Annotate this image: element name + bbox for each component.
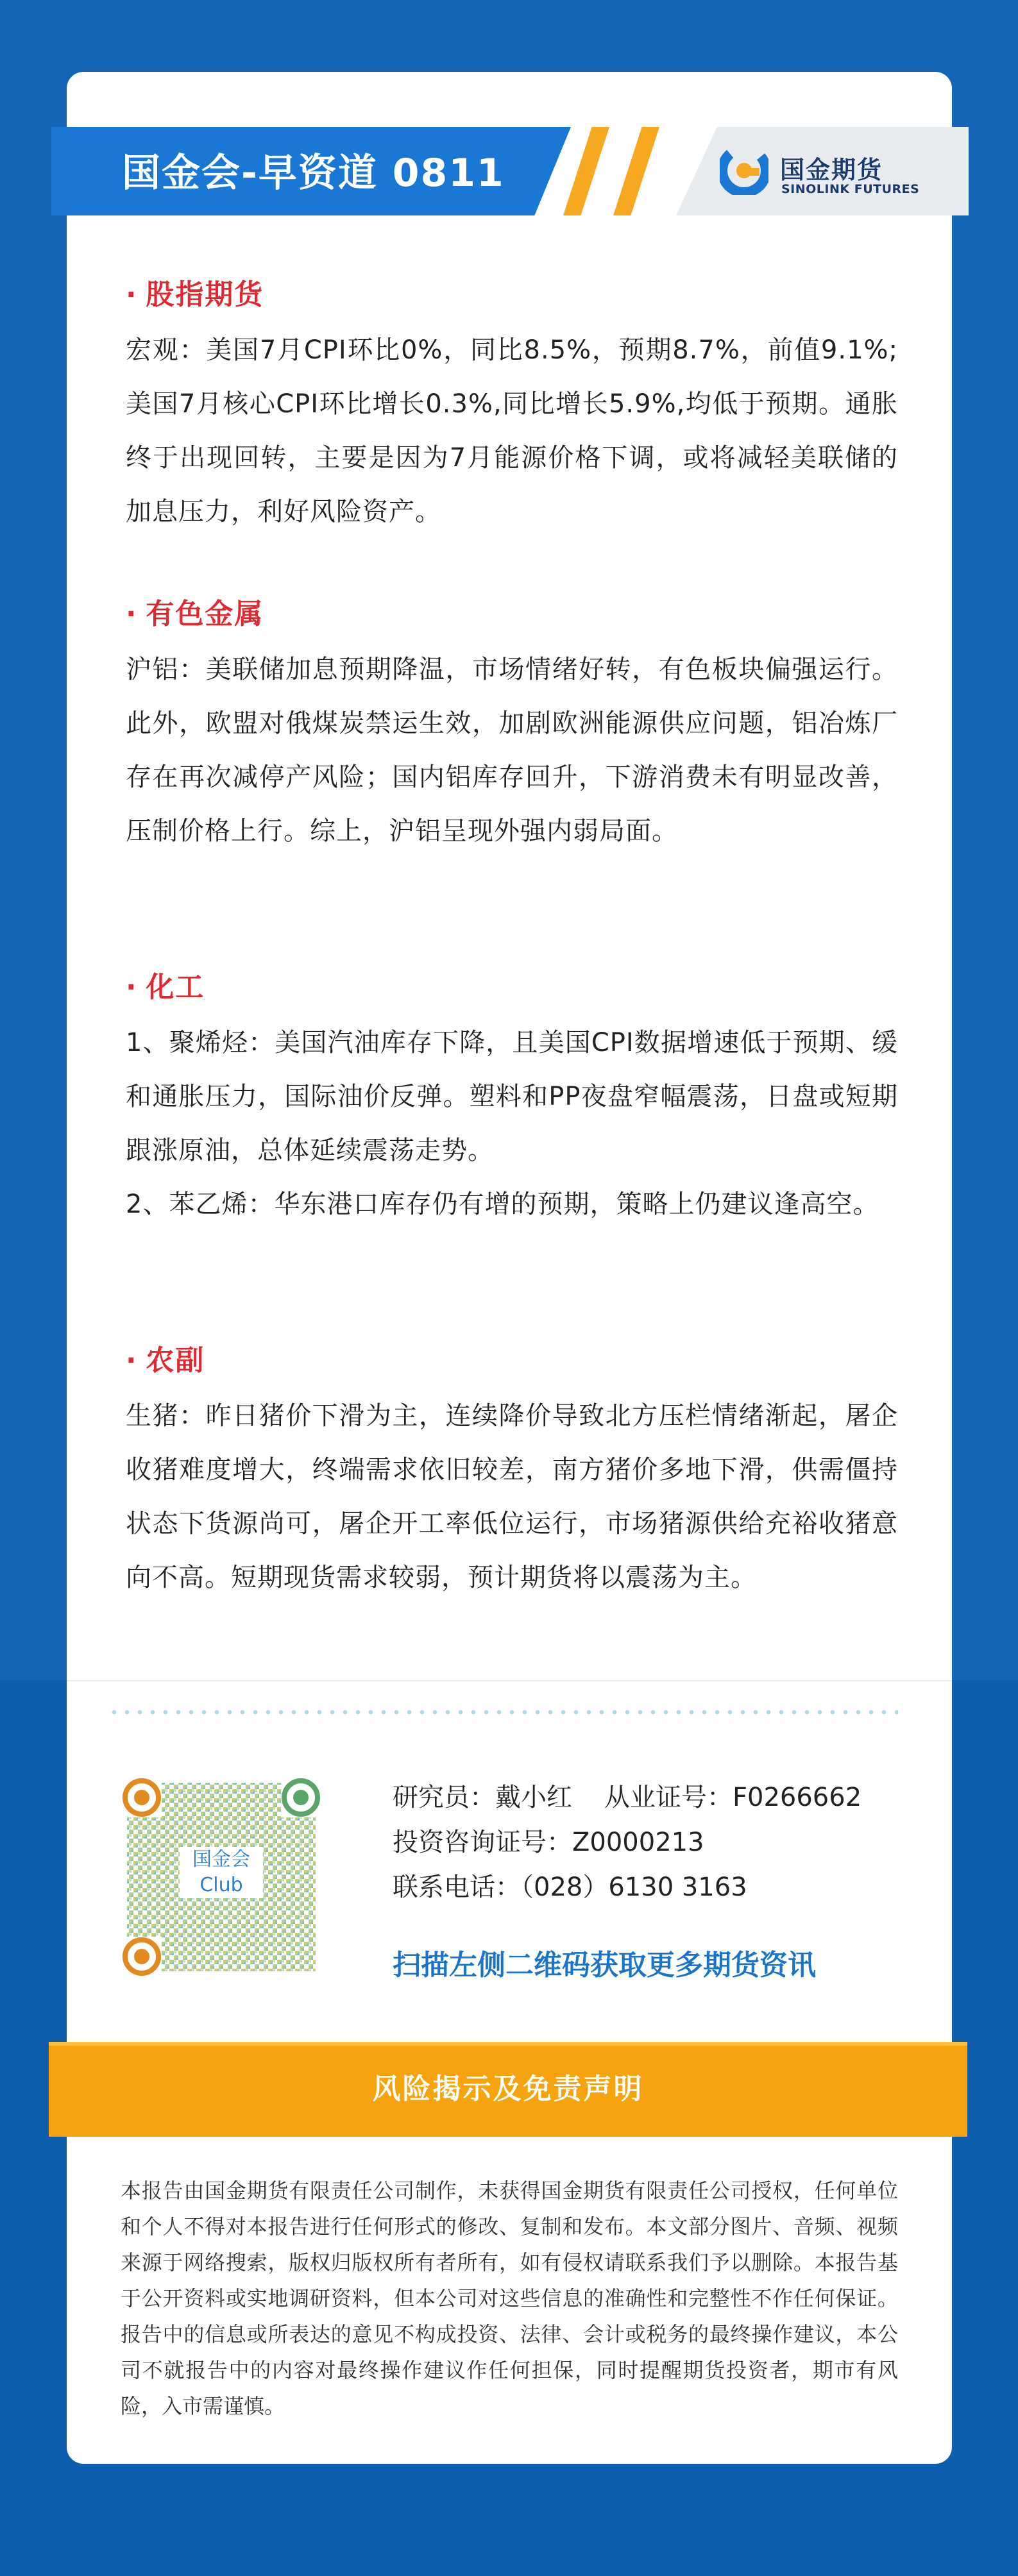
section-title: · 股指期货	[126, 278, 264, 311]
section-title: · 化工	[126, 971, 205, 1004]
card-divider	[67, 1680, 952, 1681]
researcher-line: 研究员：戴小红 从业证号：F0266662	[393, 1783, 862, 1812]
qr-center-label: 国金会 Club	[180, 1847, 263, 1898]
advisory-license-line: 投资咨询证号：Z0000213	[393, 1828, 704, 1857]
risk-banner-title: 风险揭示及免责声明	[372, 2073, 644, 2105]
section-paragraph: 1、聚烯烃：美国汽油库存下降，且美国CPI数据增速低于预期、缓和通胀压力，国际油价反弹。塑料和PP夜盘窄幅震荡，日盘或短期跟涨原油，总体延续震荡走势。	[126, 1028, 898, 1165]
section-title: · 有色金属	[126, 598, 264, 630]
dotted-divider	[108, 1710, 898, 1715]
phone-line: 联系电话：（028）6130 3163	[393, 1873, 747, 1902]
section-chemicals	[126, 966, 898, 1231]
qr-finder-bottomleft	[122, 1937, 162, 1976]
logo-text-en: SINOLINK FUTURES	[781, 182, 920, 196]
section-nonferrous	[126, 593, 898, 858]
section-paragraph: 2、苯乙烯：华东港口库存仍有增的预期，策略上仍建议逢高空。	[126, 1190, 879, 1219]
sinolink-logo-icon	[720, 146, 768, 195]
section-paragraph: 生猪：昨日猪价下滑为主，连续降价导致北方压栏情绪渐起，屠企收猪难度增大，终端需求依旧较差，南方猪价多地下滑，供需僵持状态下货源尚可，屠企开工率低位运行，市场猪源供给充裕收猪意向不高。短期现货需求较弱，预计期货将以震荡为主。	[126, 1401, 898, 1592]
contact-info	[393, 1775, 925, 1910]
section-stock-index	[126, 273, 898, 539]
qr-finder-topleft	[122, 1778, 162, 1817]
page-title: 国金会-早资道 0811	[122, 151, 505, 196]
section-paragraph: 沪铝：美联储加息预期降温，市场情绪好转，有色板块偏强运行。此外，欧盟对俄煤炭禁运生效，加剧欧洲能源供应问题，铝冶炼厂存在再次减停产风险；国内铝库存回升，下游消费未有明显改善，压制价格上行。综上，沪铝呈现外强内弱局面。	[126, 655, 898, 846]
section-agriculture	[126, 1339, 898, 1604]
qr-finder-topright	[281, 1778, 321, 1817]
disclaimer-text: 本报告由国金期货有限责任公司制作，未获得国金期货有限责任公司授权，任何单位和个人不得对本报告进行任何形式的修改、复制和发布。本文部分图片、音频、视频来源于网络搜索，版权归版权所有者所有，如有侵权请联系我们予以删除。本报告基于公开资料或实地调研资料，但本公司对这些信息的准确性和完整性不作任何保证。报告中的信息或所表达的意见不构成投资、法律、会计或税务的最终操作建议，本公司不就报告中的内容对最终操作建议作任何担保，同时提醒期货投资者，期市有风险，入市需谨慎。	[121, 2178, 898, 2418]
section-title: · 农副	[126, 1344, 205, 1377]
scan-qr-tip: 扫描左侧二维码获取更多期货资讯	[393, 1949, 816, 1982]
logo-text-cn: 国金期货	[780, 156, 883, 184]
section-paragraph: 宏观：美国7月CPI环比0%，同比8.5%，预期8.7%，前值9.1%;美国7月核心CPI环比增长0.3%,同比增长5.9%,均低于预期。通胀终于出现回转，主要是因为7月能源价格下调，或将减轻美联储的加息压力，利好风险资产。	[126, 335, 898, 526]
